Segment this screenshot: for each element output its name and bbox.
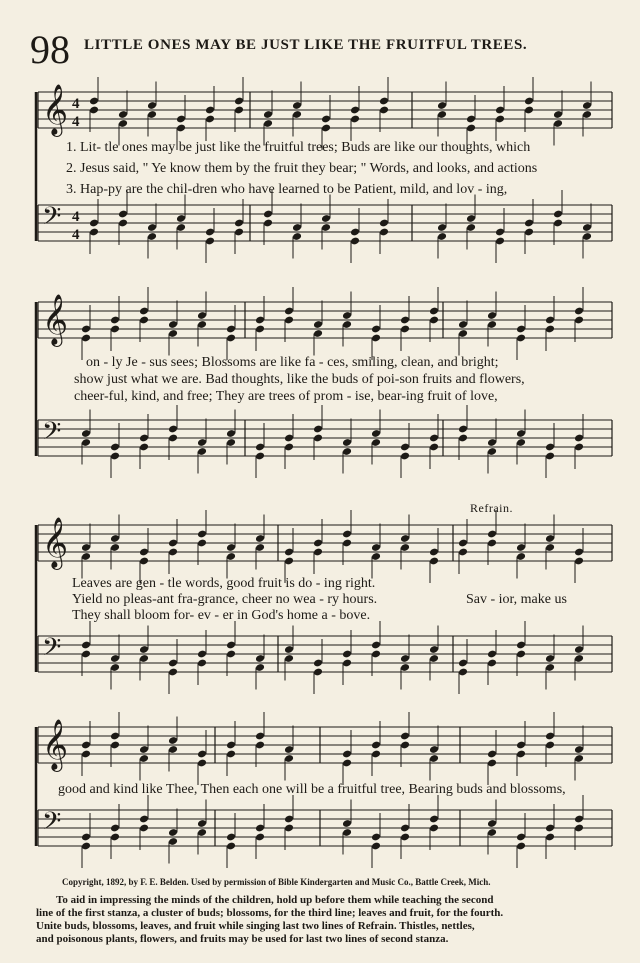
time-signature: 4 (72, 227, 80, 243)
copyright-note: Copyright, 1892, by F. E. Belden. Used by permission of Bible Kindergarten and Music Co., Battle Creek, Mich. (62, 877, 491, 887)
refrain-label: Refrain. (470, 501, 513, 515)
hymn-title: LITTLE ONES MAY BE JUST LIKE THE FRUITFUL TREES. (84, 37, 528, 53)
clef-icon: 𝄞 (42, 294, 69, 345)
lyric-refrain-line4: good and kind like Thee, Then each one will be a fruitful tree, Bearing buds and blossoms, (58, 782, 566, 797)
clef-icon: 𝄢 (42, 807, 62, 842)
time-signature: 4 (72, 209, 80, 225)
lyric-verse3-line2: cheer-ful, kind, and free; They are trees of prom - ise, bear-ing fruit of love, (74, 389, 498, 404)
clef-icon: 𝄞 (42, 517, 69, 568)
lyric-verse3-line1: 3. Hap-py are the chil-dren who have learned to be Patient, mild, and lov - ing, (66, 182, 508, 197)
lyric-verse2-line2: show just what we are. Bad thoughts, like the buds of poi-son fruits and flowers, (74, 372, 525, 387)
clef-icon: 𝄞 (42, 84, 69, 135)
lyric-verse3-line3: They shall bloom for- ev - er in God's home a - bove. (72, 608, 371, 623)
teaching-note-line4: and poisonous plants, flowers, and fruits may be used for last two lines of second stanza. (36, 933, 449, 945)
teaching-note-line2: line of the first stanza, a cluster of buds; blossoms, for the third line; leaves and fruit, for the fourth. (36, 907, 504, 919)
lyric-refrain-line3: Sav - ior, make us (466, 592, 567, 607)
time-signature: 4 (72, 96, 80, 112)
clef-icon: 𝄢 (42, 417, 62, 452)
clef-icon: 𝄢 (42, 202, 62, 237)
lyric-verse2-line1: 2. Jesus said, " Ye know them by the fruit they bear; " Words, and looks, and actions (66, 161, 538, 176)
lyric-verse1-line2: on - ly Je - sus sees; Blossoms are like fa - ces, smiling, clean, and bright; (86, 355, 499, 370)
lyric-verse2-line3: Yield no pleas-ant fra-grance, cheer no wea - ry hours. (72, 592, 378, 607)
clef-icon: 𝄢 (42, 633, 62, 668)
hymn-number: 98 (30, 27, 70, 72)
time-signature: 4 (72, 114, 80, 130)
teaching-note-line1: To aid in impressing the minds of the children, hold up before them while teaching the second (56, 894, 494, 906)
clef-icon: 𝄞 (42, 719, 69, 770)
lyric-verse1-line3: Leaves are gen - tle words, good fruit is do - ing right. (72, 576, 376, 591)
lyric-verse1-line1: 1. Lit- tle ones may be just like the fruitful trees; Buds are like our thoughts, which (66, 140, 531, 155)
teaching-note-line3: Unite buds, blossoms, leaves, and fruit while singing last two lines of Refrain. Thistles, nettles, (36, 920, 475, 932)
